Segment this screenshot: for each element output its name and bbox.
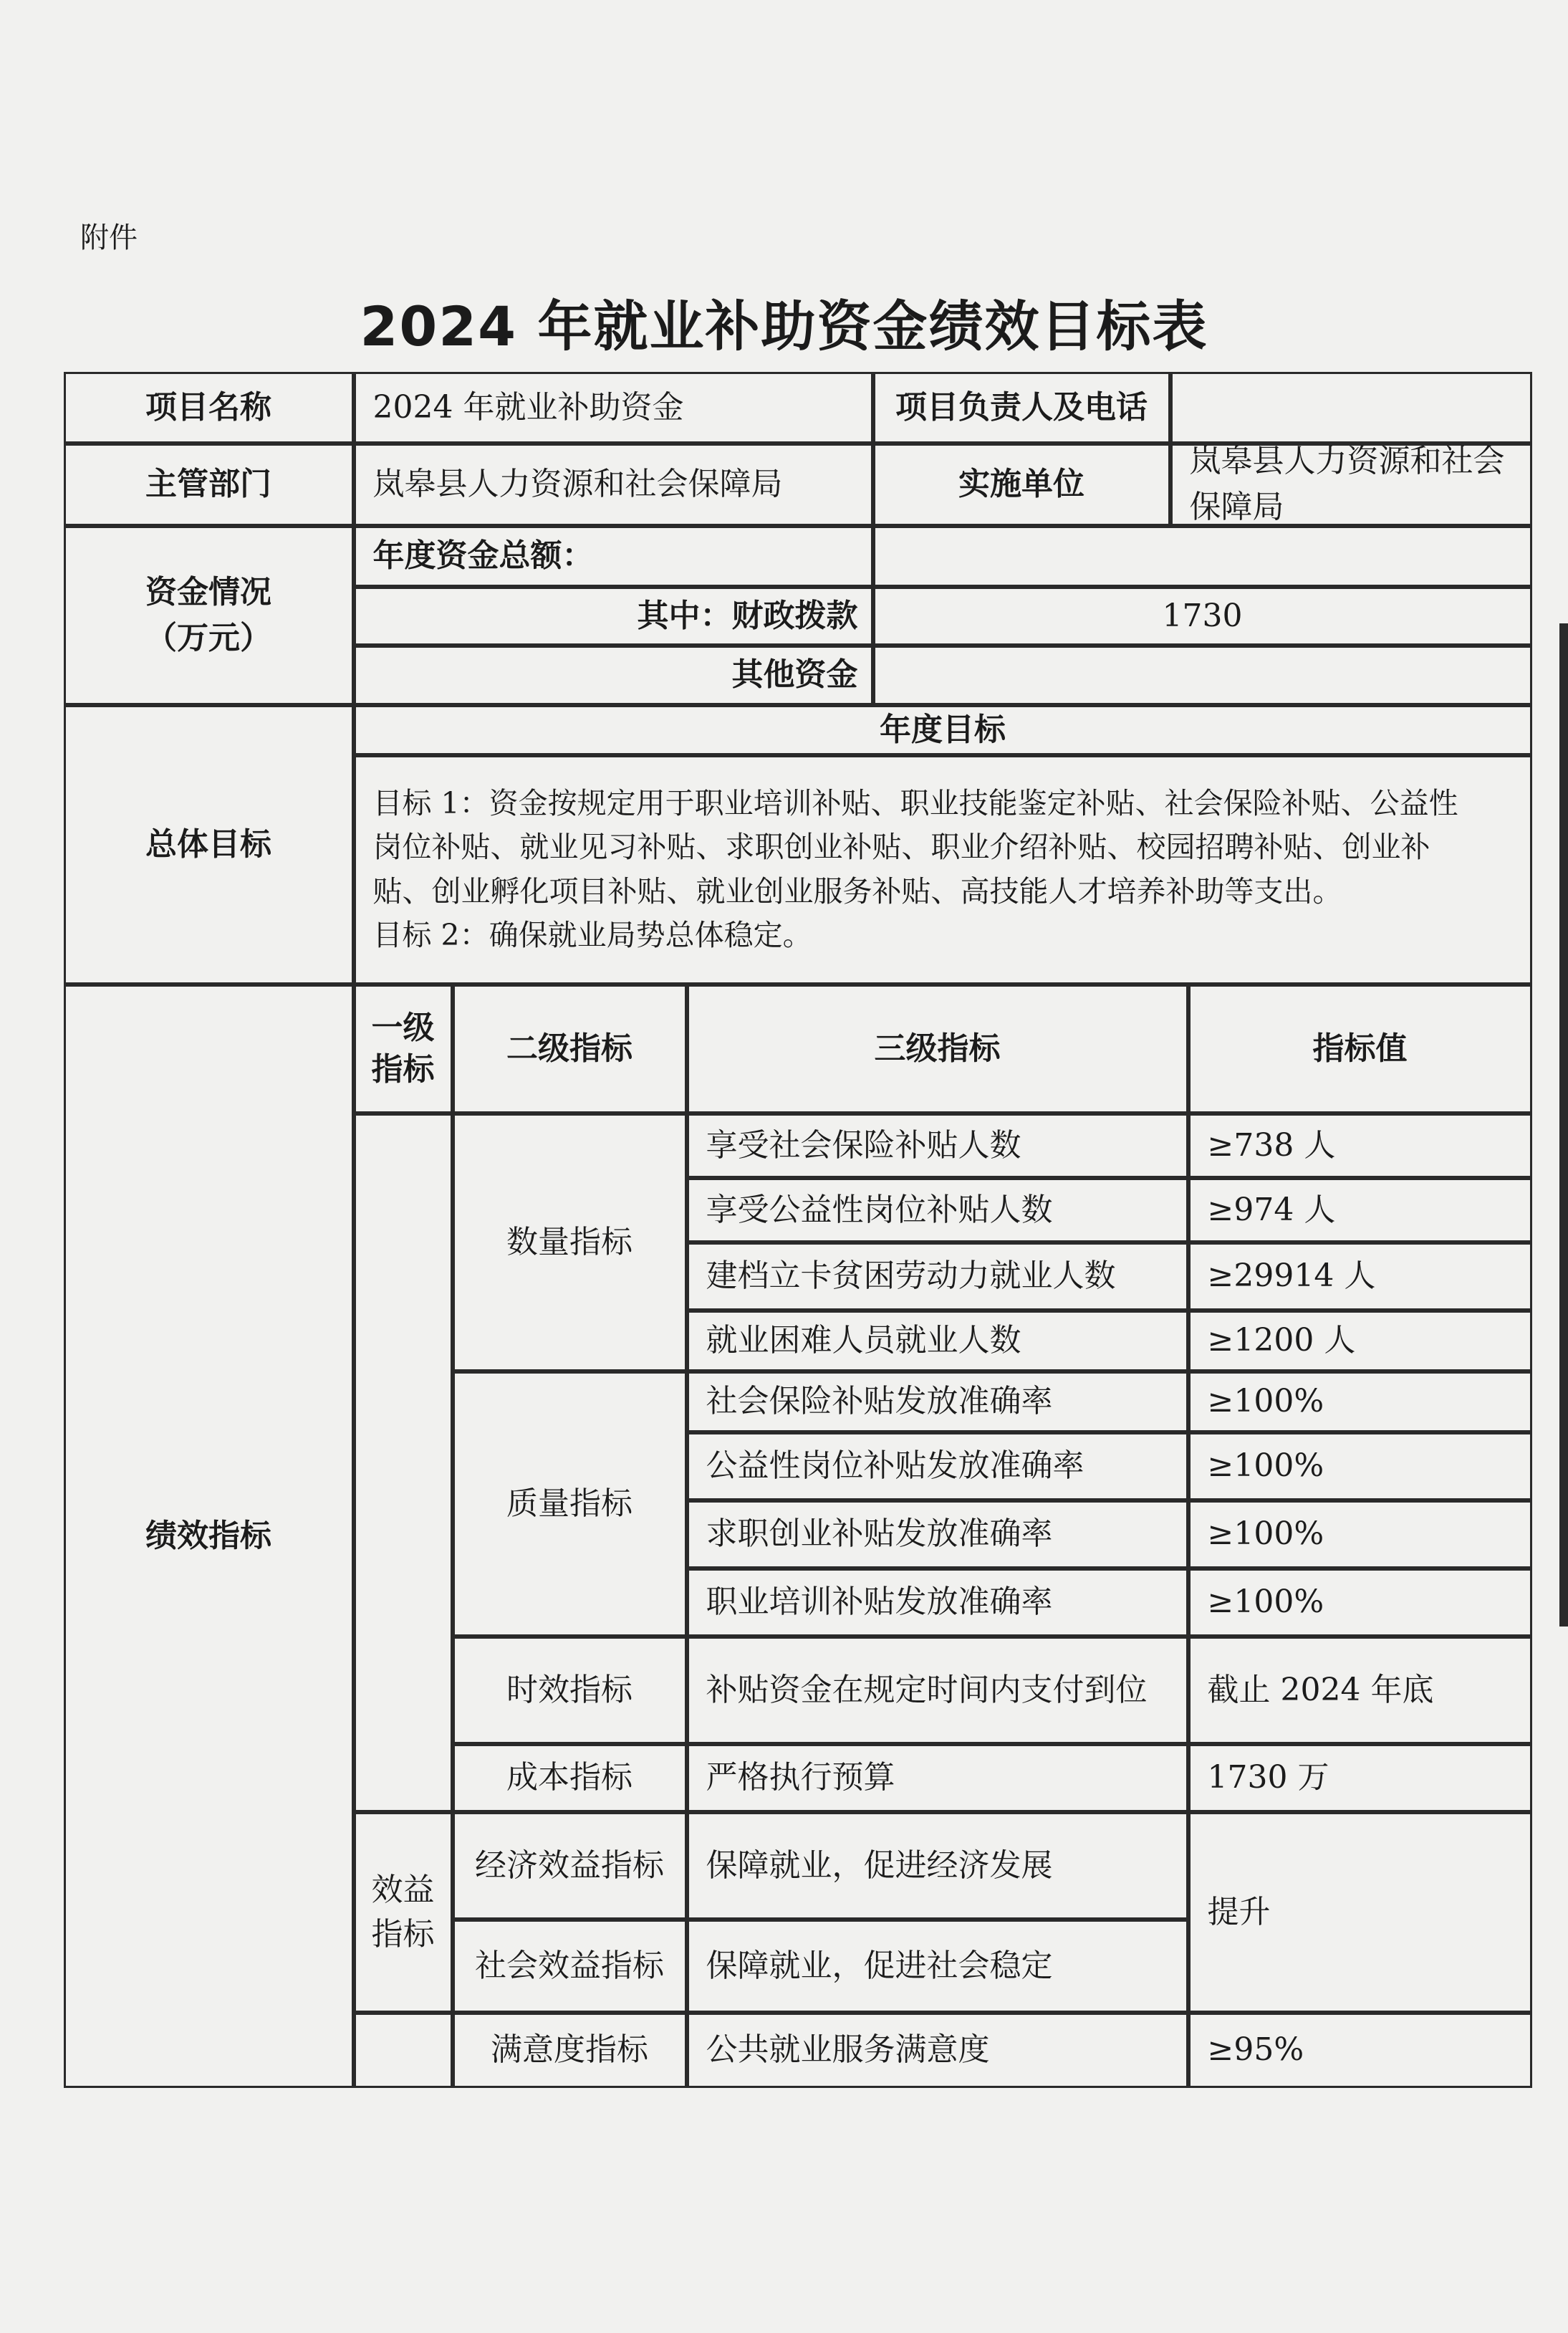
performance-indicator-label: 绩效指标 xyxy=(64,985,354,2088)
project-manager-label: 项目负责人及电话 xyxy=(873,372,1170,444)
page-edge-shadow xyxy=(1559,623,1568,1627)
value-row-5: ≥100% xyxy=(1188,1371,1532,1432)
attachment-label: 附件 xyxy=(80,221,138,254)
l3-row-1: 享受社会保险补贴人数 xyxy=(687,1113,1188,1178)
timeliness-value: 截止 2024 年底 xyxy=(1188,1637,1532,1744)
level1-satisfaction-cell xyxy=(354,2013,453,2088)
social-indicator-label: 社会效益指标 xyxy=(453,1920,687,2013)
annual-goal-text xyxy=(354,755,1532,985)
benefit-value: 提升 xyxy=(1188,1812,1532,2013)
l3-row-5: 社会保险补贴发放准确率 xyxy=(687,1371,1188,1432)
value-row-3: ≥29914 人 xyxy=(1188,1242,1532,1311)
funds-total-label: 年度资金总额： xyxy=(354,526,873,587)
funds-other-label: 其他资金 xyxy=(354,646,873,705)
cost-value: 1730 万 xyxy=(1188,1744,1532,1812)
impl-unit-value: 岚皋县人力资源和社会保障局 xyxy=(1170,444,1532,526)
value-row-2: ≥974 人 xyxy=(1188,1178,1532,1242)
goal-line-2: 岗位补贴、就业见习补贴、求职创业补贴、职业介绍补贴、校园招聘补贴、创业补 xyxy=(372,830,1430,864)
funds-label-line1: 资金情况 xyxy=(145,573,271,610)
dept-value: 岚皋县人力资源和社会保障局 xyxy=(354,444,873,526)
page-title: 2024 年就业补助资金绩效目标表 xyxy=(360,294,1208,358)
funds-label xyxy=(64,526,354,705)
col-level1-line1: 一级 xyxy=(371,1010,435,1047)
annual-goal-header: 年度目标 xyxy=(354,705,1532,755)
value-row-4: ≥1200 人 xyxy=(1188,1311,1532,1371)
cost-l3: 严格执行预算 xyxy=(687,1744,1188,1812)
value-row-6: ≥100% xyxy=(1188,1432,1532,1500)
col-value-header: 指标值 xyxy=(1188,985,1532,1113)
col-level1-line2: 指标 xyxy=(371,1050,435,1088)
l3-row-4: 就业困难人员就业人数 xyxy=(687,1311,1188,1371)
value-row-7: ≥100% xyxy=(1188,1500,1532,1568)
timeliness-l3: 补贴资金在规定时间内支付到位 xyxy=(687,1637,1188,1744)
timeliness-indicator-label: 时效指标 xyxy=(453,1637,687,1744)
economic-l3: 保障就业，促进经济发展 xyxy=(687,1812,1188,1920)
quantity-indicator-label: 数量指标 xyxy=(453,1113,687,1371)
benefit-line1: 效益 xyxy=(371,1871,435,1908)
overall-goal-label: 总体目标 xyxy=(64,705,354,985)
col-level1-header xyxy=(354,985,453,1113)
benefit-line2: 指标 xyxy=(371,1915,435,1953)
funds-label-line2: （万元） xyxy=(145,619,271,656)
goal-line-4: 目标 2：确保就业局势总体稳定。 xyxy=(372,918,812,952)
performance-table xyxy=(64,373,1533,2089)
level1-output-cell xyxy=(354,1113,453,1812)
project-name-label: 项目名称 xyxy=(64,372,354,444)
funds-other-value xyxy=(873,646,1532,705)
l3-row-6: 公益性岗位补贴发放准确率 xyxy=(687,1432,1188,1500)
satisfaction-l3: 公共就业服务满意度 xyxy=(687,2013,1188,2088)
funds-total-value xyxy=(873,526,1532,587)
l3-row-7: 求职创业补贴发放准确率 xyxy=(687,1500,1188,1568)
l3-row-3: 建档立卡贫困劳动力就业人数 xyxy=(687,1242,1188,1311)
impl-unit-label: 实施单位 xyxy=(873,444,1170,526)
satisfaction-value: ≥95% xyxy=(1188,2013,1532,2088)
benefit-indicator-label xyxy=(354,1812,453,2013)
col-level2-header: 二级指标 xyxy=(453,985,687,1113)
funds-fiscal-value: 1730 xyxy=(873,587,1532,646)
dept-label: 主管部门 xyxy=(64,444,354,526)
satisfaction-indicator-label: 满意度指标 xyxy=(453,2013,687,2088)
economic-indicator-label: 经济效益指标 xyxy=(453,1812,687,1920)
value-row-1: ≥738 人 xyxy=(1188,1113,1532,1178)
goal-line-1: 目标 1：资金按规定用于职业培训补贴、职业技能鉴定补贴、社会保险补贴、公益性 xyxy=(372,785,1458,820)
value-row-8: ≥100% xyxy=(1188,1568,1532,1637)
l3-row-8: 职业培训补贴发放准确率 xyxy=(687,1568,1188,1637)
project-manager-value xyxy=(1170,372,1532,444)
project-name-value: 2024 年就业补助资金 xyxy=(354,372,873,444)
col-level3-header: 三级指标 xyxy=(687,985,1188,1113)
social-l3: 保障就业，促进社会稳定 xyxy=(687,1920,1188,2013)
funds-fiscal-label: 其中：财政拨款 xyxy=(354,587,873,646)
quality-indicator-label: 质量指标 xyxy=(453,1371,687,1637)
goal-line-3: 贴、创业孵化项目补贴、就业创业服务补贴、高技能人才培养补助等支出。 xyxy=(372,873,1342,909)
l3-row-2: 享受公益性岗位补贴人数 xyxy=(687,1178,1188,1242)
cost-indicator-label: 成本指标 xyxy=(453,1744,687,1812)
